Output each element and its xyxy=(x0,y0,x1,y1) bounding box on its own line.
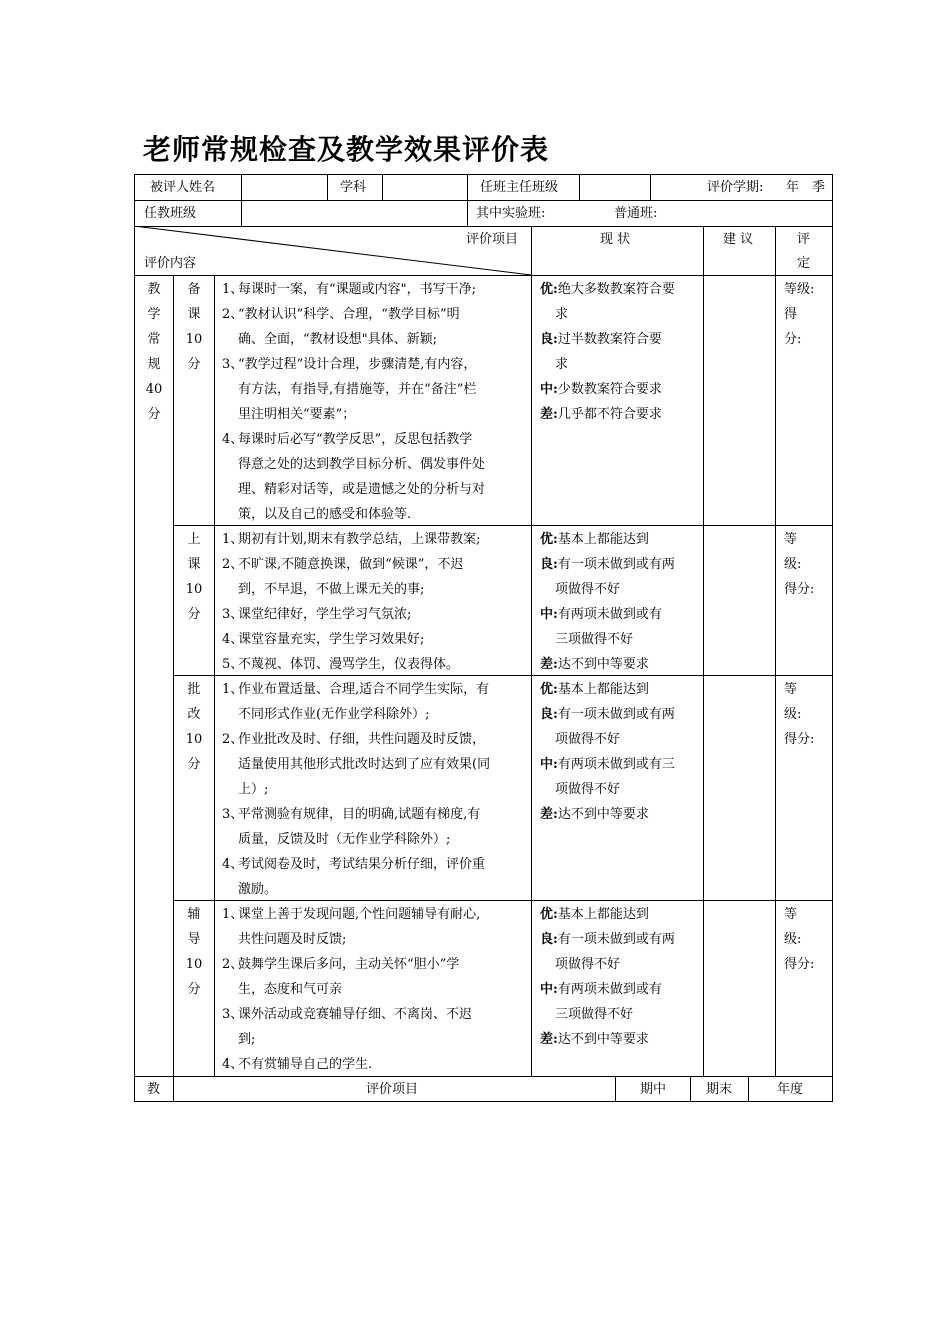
table-border xyxy=(690,1076,691,1102)
status-line xyxy=(540,702,702,727)
criteria-number: 2、 xyxy=(222,557,244,572)
section-label-char: 导 xyxy=(187,932,201,947)
status-line xyxy=(540,627,702,652)
criteria-number: 1、 xyxy=(222,682,244,697)
section-label-char: 改 xyxy=(187,707,201,722)
status-text: 项做得不好 xyxy=(555,732,621,747)
year-label: 年 xyxy=(786,180,800,195)
section-label-char: 批 xyxy=(187,682,201,697)
status-line xyxy=(540,1002,702,1027)
section-label xyxy=(174,527,214,627)
section-label-char: 10 xyxy=(185,732,203,747)
criteria-text: 共性问题及时反馈; xyxy=(238,932,347,947)
criteria-text: 每课时一案，有“课题或内容"，书写干净; xyxy=(238,282,477,297)
experimental-class-label: 其中实验班: xyxy=(476,206,546,221)
criteria-text: 确、全面，“教材设想"具体、新颖; xyxy=(238,332,438,347)
criteria-text: 理、精彩对话等，或是遗憾之处的分析与对 xyxy=(238,482,486,497)
rating-cell xyxy=(784,277,830,352)
status-line xyxy=(540,527,702,552)
status-text: 三项做得不好 xyxy=(555,1007,634,1022)
criteria-item xyxy=(222,602,528,627)
criteria-text: 到，不早退，不做上课无关的事; xyxy=(238,582,425,597)
criteria-item xyxy=(222,802,528,852)
status-line xyxy=(540,977,702,1002)
criteria-text: 里注明相关“要素”； xyxy=(238,407,356,422)
status-list xyxy=(540,902,702,1052)
criteria-number: 3、 xyxy=(222,1007,244,1022)
category-label xyxy=(135,277,173,427)
criteria-number: 4、 xyxy=(222,432,244,447)
category-char: 40 xyxy=(145,382,163,397)
criteria-text: 作业批改及时、仔细，共性问题及时反馈， xyxy=(238,732,486,747)
table-border xyxy=(579,174,580,201)
criteria-text: “教学过程”设计合理，步骤清楚,有内容， xyxy=(238,357,477,372)
status-line xyxy=(540,327,702,352)
status-line xyxy=(540,402,702,427)
status-list xyxy=(540,677,702,827)
criteria-number: 4、 xyxy=(222,632,244,647)
section-label-char: 分 xyxy=(187,757,201,772)
status-grade: 优: xyxy=(540,907,558,922)
criteria-text: 鼓舞学生课后多问，主动关怀“胆小”学 xyxy=(238,957,460,972)
page-title: 老师常规检查及教学效果评价表 xyxy=(143,133,550,166)
status-grade: 差: xyxy=(540,657,558,672)
column-evaluation-item: 评价项目 xyxy=(466,232,519,247)
rating-line: 得分: xyxy=(784,957,815,972)
category-char: 分 xyxy=(147,407,161,422)
rating-line: 得分: xyxy=(784,582,815,597)
rating-line: 得 xyxy=(784,307,798,322)
criteria-item xyxy=(222,652,528,677)
footer-midterm-label: 期中 xyxy=(640,1082,667,1097)
criteria-number: 4、 xyxy=(222,1057,244,1072)
criteria-item xyxy=(222,527,528,552)
table-border xyxy=(775,226,776,1077)
criteria-item xyxy=(222,727,528,802)
rating-cell xyxy=(784,527,830,602)
criteria-number: 1、 xyxy=(222,532,244,547)
status-grade: 良: xyxy=(540,707,558,722)
rating-line: 分: xyxy=(784,332,802,347)
table-border xyxy=(173,1076,174,1102)
status-text: 基本上都能达到 xyxy=(557,682,649,697)
status-line xyxy=(540,552,702,577)
criteria-text: 上）; xyxy=(238,782,269,797)
criteria-text: 平常测验有规律，目的明确,试题有梯度,有 xyxy=(238,807,481,822)
status-grade: 中: xyxy=(540,982,558,997)
status-text: 有两项未做到或有 xyxy=(557,607,662,622)
status-text: 绝大多数教案符合要 xyxy=(557,282,675,297)
status-text: 几乎都不符合要求 xyxy=(557,407,662,422)
criteria-text: 课堂上善于发现问题,个性问题辅导有耐心, xyxy=(238,907,481,922)
status-grade: 良: xyxy=(540,932,558,947)
status-text: 达不到中等要求 xyxy=(557,1032,649,1047)
section-label-char: 课 xyxy=(187,557,201,572)
status-line xyxy=(540,777,702,802)
criteria-text: 不蔑视、体罚、漫骂学生，仪表得体。 xyxy=(238,657,460,672)
status-line xyxy=(540,302,702,327)
column-rating-char-2: 定 xyxy=(797,256,811,271)
criteria-item xyxy=(222,552,528,602)
status-grade: 良: xyxy=(540,332,558,347)
criteria-number: 5、 xyxy=(222,657,244,672)
status-grade: 差: xyxy=(540,407,558,422)
status-grade: 差: xyxy=(540,1032,558,1047)
criteria-item xyxy=(222,427,528,527)
criteria-text: 激励。 xyxy=(238,882,278,897)
criteria-text: 每课时后必写“教学反思”，反思包括教学 xyxy=(238,432,473,447)
status-line xyxy=(540,577,702,602)
criteria-text: 作业布置适量、合理,适合不同学生实际，有 xyxy=(238,682,490,697)
criteria-item xyxy=(222,902,528,952)
status-grade: 优: xyxy=(540,532,558,547)
evaluation-term-label: 评价学期: xyxy=(707,180,764,195)
criteria-list xyxy=(222,902,528,1077)
status-list xyxy=(540,277,702,427)
criteria-item xyxy=(222,627,528,652)
section-label-char: 10 xyxy=(185,332,203,347)
status-text: 求 xyxy=(555,307,569,322)
rating-line: 等 xyxy=(784,682,798,697)
status-text: 三项做得不好 xyxy=(555,632,634,647)
criteria-list xyxy=(222,527,528,677)
table-border xyxy=(382,174,383,201)
column-current-status: 现 状 xyxy=(600,232,631,247)
criteria-text: 不有赏辅导自己的学生. xyxy=(238,1057,373,1072)
criteria-number: 3、 xyxy=(222,807,244,822)
criteria-number: 2、 xyxy=(222,732,244,747)
criteria-number: 3、 xyxy=(222,607,244,622)
criteria-list xyxy=(222,277,528,527)
column-rating-char-1: 评 xyxy=(797,232,811,247)
status-grade: 中: xyxy=(540,607,558,622)
rating-line: 等 xyxy=(784,532,798,547)
homeroom-class-label: 任班主任班级 xyxy=(480,180,559,195)
category-char: 规 xyxy=(147,357,161,372)
table-border xyxy=(327,174,328,201)
criteria-text: 质量，反馈及时（无作业学科除外）; xyxy=(238,832,451,847)
status-grade: 优: xyxy=(540,282,558,297)
criteria-number: 4、 xyxy=(222,857,244,872)
section-label-char: 上 xyxy=(187,532,201,547)
status-line xyxy=(540,277,702,302)
criteria-text: “教材认识”科学、合理，“教学目标”明 xyxy=(238,307,460,322)
status-text: 有一项未做到或有两 xyxy=(557,932,675,947)
table-border xyxy=(832,174,833,1102)
table-border xyxy=(531,226,532,1077)
status-text: 项做得不好 xyxy=(555,582,621,597)
table-border xyxy=(650,174,651,201)
criteria-number: 3、 xyxy=(222,357,244,372)
ordinary-class-label: 普通班: xyxy=(614,206,658,221)
criteria-text: 得意之处的达到教学目标分析、偶发事件处 xyxy=(238,457,486,472)
criteria-item xyxy=(222,277,528,302)
status-line xyxy=(540,952,702,977)
status-line xyxy=(540,727,702,752)
column-suggestion: 建 议 xyxy=(723,232,754,247)
criteria-item xyxy=(222,352,528,427)
status-text: 有一项未做到或有两 xyxy=(557,707,675,722)
status-text: 过半数教案符合要 xyxy=(557,332,662,347)
section-label-char: 分 xyxy=(187,357,201,372)
footer-final-label: 期末 xyxy=(706,1082,733,1097)
status-text: 基本上都能达到 xyxy=(557,907,649,922)
section-label-char: 10 xyxy=(185,582,203,597)
status-line xyxy=(540,602,702,627)
status-line xyxy=(540,377,702,402)
table-border xyxy=(615,1076,616,1102)
evaluatee-name-label: 被评人姓名 xyxy=(150,180,216,195)
footer-annual-label: 年度 xyxy=(777,1082,804,1097)
table-border xyxy=(748,1076,749,1102)
status-line xyxy=(540,352,702,377)
criteria-number: 1、 xyxy=(222,282,244,297)
table-border xyxy=(241,174,242,227)
table-border xyxy=(214,275,215,1077)
criteria-item xyxy=(222,1002,528,1052)
status-line xyxy=(540,1027,702,1052)
section-label-char: 辅 xyxy=(187,907,201,922)
criteria-number: 2、 xyxy=(222,957,244,972)
criteria-text: 到; xyxy=(238,1032,256,1047)
status-line xyxy=(540,652,702,677)
criteria-list xyxy=(222,677,528,902)
criteria-number: 1、 xyxy=(222,907,244,922)
status-line xyxy=(540,902,702,927)
status-list xyxy=(540,527,702,677)
section-label-char: 分 xyxy=(187,607,201,622)
status-grade: 良: xyxy=(540,557,558,572)
criteria-item xyxy=(222,302,528,352)
rating-line: 级: xyxy=(784,707,802,722)
criteria-text: 课堂纪律好，学生学习气氛浓; xyxy=(238,607,412,622)
criteria-text: 不旷课,不随意换课，做到“候课”，不迟 xyxy=(238,557,464,572)
rating-line: 等 xyxy=(784,907,798,922)
footer-item-label: 评价项目 xyxy=(366,1082,419,1097)
rating-line: 级: xyxy=(784,557,802,572)
criteria-item xyxy=(222,852,528,902)
criteria-item xyxy=(222,1052,528,1077)
category-char: 学 xyxy=(147,307,161,322)
section-label-char: 分 xyxy=(187,982,201,997)
rating-line: 级: xyxy=(784,932,802,947)
criteria-number: 2、 xyxy=(222,307,244,322)
criteria-text: 课堂容量充实，学生学习效果好; xyxy=(238,632,425,647)
section-label xyxy=(174,677,214,777)
rating-line: 得分: xyxy=(784,732,815,747)
status-text: 求 xyxy=(555,357,569,372)
status-line xyxy=(540,802,702,827)
criteria-text: 适量使用其他形式批改时达到了应有效果(同 xyxy=(238,757,491,772)
criteria-text: 有方法，有指导,有措施等，并在“备注”栏 xyxy=(238,382,477,397)
status-grade: 优: xyxy=(540,682,558,697)
criteria-item xyxy=(222,677,528,727)
section-label-char: 10 xyxy=(185,957,203,972)
status-text: 有两项未做到或有 xyxy=(557,982,662,997)
criteria-text: 考试阅卷及时，考试结果分析仔细，评价重 xyxy=(238,857,486,872)
section-label xyxy=(174,277,214,377)
table-border xyxy=(467,174,468,227)
section-label-char: 课 xyxy=(187,307,201,322)
season-label: 季 xyxy=(812,180,826,195)
status-text: 基本上都能达到 xyxy=(557,532,649,547)
status-text: 少数教案符合要求 xyxy=(557,382,662,397)
status-grade: 中: xyxy=(540,382,558,397)
criteria-text: 生，态度和气可亲 xyxy=(238,982,343,997)
status-grade: 中: xyxy=(540,757,558,772)
status-text: 有一项未做到或有两 xyxy=(557,557,675,572)
status-text: 项做得不好 xyxy=(555,782,621,797)
section-label xyxy=(174,902,214,1002)
rating-line: 等级: xyxy=(784,282,815,297)
rating-cell xyxy=(784,677,830,752)
table-border xyxy=(703,226,704,1077)
status-line xyxy=(540,927,702,952)
criteria-item xyxy=(222,952,528,1002)
section-label-char: 备 xyxy=(187,282,201,297)
teaching-classes-label: 任教班级 xyxy=(144,206,197,221)
subject-label: 学科 xyxy=(340,180,367,195)
status-text: 有两项未做到或有三 xyxy=(557,757,675,772)
status-grade: 差: xyxy=(540,807,558,822)
criteria-text: 期初有计划,期末有教学总结，上课带教案; xyxy=(238,532,481,547)
criteria-text: 策，以及自己的感受和体验等. xyxy=(238,507,412,522)
footer-first-char: 教 xyxy=(147,1082,161,1097)
category-char: 教 xyxy=(147,282,161,297)
criteria-text: 不同形式作业(无作业学科除外）; xyxy=(238,707,430,722)
rating-cell xyxy=(784,902,830,977)
status-text: 项做得不好 xyxy=(555,957,621,972)
category-char: 常 xyxy=(147,332,161,347)
status-line xyxy=(540,752,702,777)
status-text: 达不到中等要求 xyxy=(557,657,649,672)
status-line xyxy=(540,677,702,702)
status-text: 达不到中等要求 xyxy=(557,807,649,822)
criteria-text: 课外活动或竞赛辅导仔细、不离岗、不迟 xyxy=(238,1007,473,1022)
column-evaluation-content: 评价内容 xyxy=(144,256,197,271)
